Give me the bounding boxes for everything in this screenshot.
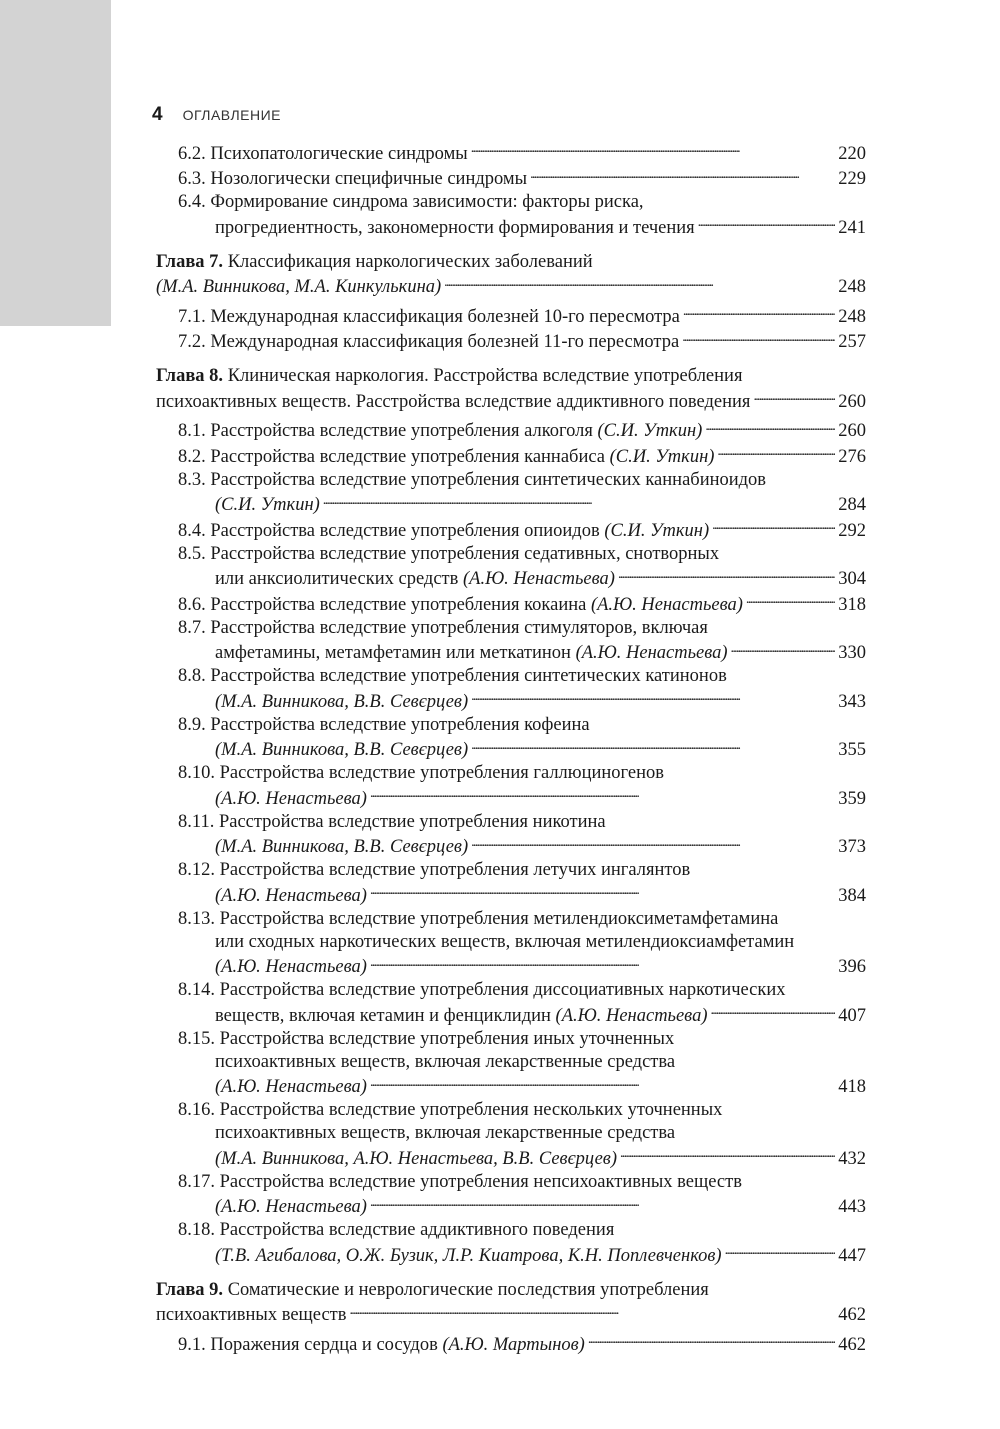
toc-entry[interactable] xyxy=(156,1331,866,1357)
toc-line xyxy=(178,979,866,1002)
chapter-heading[interactable] xyxy=(156,365,866,414)
page-ref: 343 xyxy=(838,691,866,712)
dot-leader xyxy=(682,329,835,348)
dot-leader xyxy=(717,443,835,462)
entry-text: 8.3. Расстройства вследствие употребления синтетических каннабиноидов xyxy=(178,469,767,490)
chapter-block xyxy=(156,251,866,355)
toc-entry[interactable] xyxy=(156,762,866,811)
toc-line xyxy=(178,954,866,980)
dot-leader xyxy=(323,492,835,511)
dot-leader xyxy=(370,785,835,804)
toc-line xyxy=(178,418,866,444)
chapter-heading[interactable] xyxy=(156,251,866,300)
toc-line xyxy=(178,166,866,192)
toc-line xyxy=(156,388,866,414)
entry-text: Соматические и неврологические последствия употребления xyxy=(227,1279,709,1300)
entry-text: 7.2. Международная классификация болезней 11-го пересмотра xyxy=(178,332,680,352)
dot-leader xyxy=(618,566,835,585)
toc-entry[interactable] xyxy=(156,517,866,543)
dot-leader xyxy=(711,1002,836,1021)
toc-line xyxy=(178,1242,866,1268)
toc-line xyxy=(178,640,866,666)
toc-line xyxy=(178,1219,866,1242)
entry-text: 8.10. Расстройства вследствие употребления галлюциногенов xyxy=(178,763,664,783)
chapter-block xyxy=(156,365,866,1268)
toc-line xyxy=(178,688,866,714)
subsection-list xyxy=(156,303,866,354)
dot-leader xyxy=(530,166,835,185)
chapter-block xyxy=(156,1279,866,1357)
page-ref: 257 xyxy=(838,332,866,352)
toc-line xyxy=(178,1002,866,1028)
entry-text: 8.4. Расстройства вследствие употребления опиоидов (С.И. Уткин) xyxy=(178,520,710,541)
toc-line xyxy=(178,517,866,543)
toc-entry[interactable] xyxy=(156,1219,866,1268)
toc-line xyxy=(178,1074,866,1100)
entry-text: (М.А. Винникова, В.В. Севєрцев) xyxy=(215,691,469,712)
entry-text: 8.8. Расстройства вследствие употребления синтетических катинонов xyxy=(178,666,727,686)
toc-line xyxy=(178,714,866,737)
page-ref: 462 xyxy=(838,1334,866,1355)
page-ref: 330 xyxy=(838,643,866,663)
dot-leader xyxy=(370,954,835,973)
entry-text: (М.А. Винникова, А.Ю. Ненастьева, В.В. Севєрцев) xyxy=(215,1148,617,1169)
chapter-label: Глава 9. xyxy=(156,1279,224,1300)
toc-line xyxy=(178,882,866,908)
page-ref: 396 xyxy=(838,957,866,977)
entry-text: 8.11. Расстройства вследствие употребления никотина xyxy=(178,811,606,832)
entry-text: (А.Ю. Ненастьева) xyxy=(215,1077,367,1097)
chapter-heading[interactable] xyxy=(156,1279,866,1328)
entry-text: психоактивных веществ. Расстройства вследствие аддиктивного поведения xyxy=(156,391,751,412)
subsection-list xyxy=(156,140,866,240)
entry-text: (Т.В. Агибалова, О.Ж. Бузик, Л.Р. Киатрова, К.Н. Поплевченков) xyxy=(215,1245,722,1266)
dot-leader xyxy=(753,388,835,407)
page-ref: 248 xyxy=(838,277,866,297)
toc-line xyxy=(178,1099,866,1122)
page-ref: 220 xyxy=(838,143,866,164)
margin-tab xyxy=(0,0,111,326)
toc-line xyxy=(178,492,866,518)
entry-text: (А.Ю. Ненастьева) xyxy=(215,788,367,809)
toc-line xyxy=(156,274,866,300)
page-ref: 248 xyxy=(838,306,866,327)
entry-text: Классификация наркологических заболеваний xyxy=(227,251,593,272)
entry-text: или анксиолитических средств (А.Ю. Ненастьева) xyxy=(215,569,615,589)
toc-entry[interactable] xyxy=(156,443,866,469)
toc-line xyxy=(178,1122,866,1145)
dot-leader xyxy=(731,640,836,659)
entry-text: 8.6. Расстройства вследствие употребления кокаина (А.Ю. Ненастьева) xyxy=(178,594,743,615)
entry-text: прогредиентность, закономерности формирования и течения xyxy=(215,217,695,238)
toc-line xyxy=(156,1279,866,1302)
toc-entry[interactable] xyxy=(156,591,866,617)
toc-line xyxy=(178,859,866,882)
page-ref: 432 xyxy=(838,1148,866,1169)
toc-line xyxy=(178,908,866,931)
dot-leader xyxy=(349,1302,835,1321)
page-ref: 241 xyxy=(838,217,866,238)
entry-text: (С.И. Уткин) xyxy=(215,495,320,515)
toc-line xyxy=(178,591,866,617)
dot-leader xyxy=(683,303,835,322)
running-title: ОГЛАВЛЕНИЕ xyxy=(182,107,282,123)
toc-line xyxy=(178,1145,866,1171)
page-ref: 418 xyxy=(838,1077,866,1097)
entry-text: 8.18. Расстройства вследствие аддиктивного поведения xyxy=(178,1220,615,1240)
toc-entry[interactable] xyxy=(156,665,866,714)
toc-entry[interactable] xyxy=(156,1099,866,1171)
entry-text: 8.5. Расстройства вследствие употребления седативных, снотворных xyxy=(178,543,720,564)
toc-line xyxy=(178,469,866,492)
dot-leader xyxy=(746,591,835,610)
chapter-label: Глава 7. xyxy=(156,251,224,272)
entry-text: 9.1. Поражения сердца и сосудов (А.Ю. Мартынов) xyxy=(178,1334,585,1355)
dot-leader xyxy=(370,1074,835,1093)
toc-entry[interactable] xyxy=(156,329,866,355)
dot-leader xyxy=(620,1145,835,1164)
dot-leader xyxy=(444,274,835,293)
toc-line xyxy=(178,811,866,834)
page-ref: 373 xyxy=(838,837,866,857)
dot-leader xyxy=(471,737,835,756)
subsection-list xyxy=(156,418,866,1268)
page-ref: 284 xyxy=(838,495,866,515)
running-head xyxy=(152,104,281,128)
toc-line xyxy=(178,214,866,240)
entry-text: 6.3. Нозологически специфичные синдромы xyxy=(178,169,528,189)
toc-entry[interactable] xyxy=(156,303,866,329)
toc-line xyxy=(178,785,866,811)
toc-line xyxy=(178,543,866,566)
toc-entry[interactable] xyxy=(156,979,866,1028)
entry-text: 8.7. Расстройства вследствие употребления стимуляторов, включая xyxy=(178,617,708,638)
entry-text: 6.2. Психопатологические синдромы xyxy=(178,143,468,164)
toc-line xyxy=(178,665,866,688)
page-ref: 318 xyxy=(838,594,866,615)
dot-leader xyxy=(471,140,836,159)
entry-text: веществ, включая кетамин и фенциклидин (А.Ю. Ненастьева) xyxy=(215,1005,708,1026)
toc-line xyxy=(156,365,866,388)
entry-text: 8.15. Расстройства вследствие употребления иных уточненных xyxy=(178,1028,675,1049)
toc-line xyxy=(178,1331,866,1357)
entry-text: психоактивных веществ xyxy=(156,1305,347,1325)
entry-text: 8.17. Расстройства вследствие употребления непсихоактивных веществ xyxy=(178,1171,742,1192)
page-ref: 384 xyxy=(838,885,866,906)
toc-line xyxy=(156,251,866,274)
page-ref: 304 xyxy=(838,569,866,589)
page-ref: 359 xyxy=(838,788,866,809)
entry-text: или сходных наркотических веществ, включая метилендиоксиамфетамин xyxy=(215,931,795,952)
dot-leader xyxy=(725,1242,836,1261)
toc-line xyxy=(178,1051,866,1074)
entry-text: 6.4. Формирование синдрома зависимости: факторы риска, xyxy=(178,192,644,212)
toc-line xyxy=(178,1194,866,1220)
section-block xyxy=(156,140,866,240)
entry-text: (А.Ю. Ненастьева) xyxy=(215,1197,367,1217)
entry-text: 8.9. Расстройства вследствие употребления кофеина xyxy=(178,714,590,735)
toc-line xyxy=(178,834,866,860)
toc-entry[interactable] xyxy=(156,714,866,763)
subsection-list xyxy=(156,1331,866,1357)
entry-text: (М.А. Винникова, В.В. Севєрцев) xyxy=(215,740,469,760)
toc-entry[interactable] xyxy=(156,859,866,908)
page-ref: 260 xyxy=(838,421,866,441)
entry-text: психоактивных веществ, включая лекарственные средства xyxy=(215,1123,676,1143)
entry-text: (М.А. Винникова, В.В. Севєрцев) xyxy=(215,837,469,857)
page-ref: 292 xyxy=(838,520,866,541)
dot-leader xyxy=(471,688,835,707)
toc-entry[interactable] xyxy=(156,418,866,444)
toc-entry[interactable] xyxy=(156,1171,866,1220)
toc-line xyxy=(178,191,866,214)
entry-text: 8.16. Расстройства вследствие употребления нескольких уточненных xyxy=(178,1100,723,1120)
entry-text: психоактивных веществ, включая лекарственные средства xyxy=(215,1051,676,1072)
page-number: 4 xyxy=(152,104,163,125)
toc-entry[interactable] xyxy=(156,166,866,192)
dot-leader xyxy=(705,418,835,437)
toc-line xyxy=(178,303,866,329)
toc-line xyxy=(178,737,866,763)
dot-leader xyxy=(471,834,835,853)
toc-line xyxy=(178,931,866,954)
chapter-label: Глава 8. xyxy=(156,366,224,386)
toc-entry[interactable] xyxy=(156,140,866,166)
page-ref: 355 xyxy=(838,740,866,760)
entry-text: амфетамины, метамфетамин или меткатинон (А.Ю. Ненастьева) xyxy=(215,643,728,663)
table-of-contents xyxy=(156,140,866,1357)
entry-text: 8.1. Расстройства вследствие употребления алкоголя (С.И. Уткин) xyxy=(178,421,703,441)
entry-text: 8.13. Расстройства вследствие употребления метилендиоксиметамфетамина xyxy=(178,908,779,929)
toc-line xyxy=(156,1302,866,1328)
entry-text: 8.14. Расстройства вследствие употребления диссоциативных наркотических xyxy=(178,980,786,1000)
page-ref: 462 xyxy=(838,1305,866,1325)
dot-leader xyxy=(588,1331,835,1350)
dot-leader xyxy=(370,1194,835,1213)
toc-line xyxy=(178,566,866,592)
toc-entry[interactable] xyxy=(156,617,866,666)
entry-text: (М.А. Винникова, М.А. Кинкулькина) xyxy=(156,277,442,297)
toc-line xyxy=(178,140,866,166)
page-ref: 443 xyxy=(838,1197,866,1217)
toc-line xyxy=(178,762,866,785)
entry-text: (А.Ю. Ненастьева) xyxy=(215,957,367,977)
toc-entry[interactable] xyxy=(156,811,866,860)
page-ref: 276 xyxy=(838,446,866,467)
entry-text: 8.2. Расстройства вследствие употребления каннабиса (С.И. Уткин) xyxy=(178,446,715,467)
toc-entry[interactable] xyxy=(156,191,866,240)
toc-line xyxy=(178,443,866,469)
toc-entry[interactable] xyxy=(156,469,866,518)
toc-line xyxy=(178,617,866,640)
page-ref: 407 xyxy=(838,1005,866,1026)
toc-entry[interactable] xyxy=(156,908,866,980)
dot-leader xyxy=(712,517,835,536)
toc-line xyxy=(178,1171,866,1194)
page-ref: 447 xyxy=(838,1245,866,1266)
entry-text: Клиническая наркология. Расстройства вследствие употребления xyxy=(227,366,743,386)
page-ref: 260 xyxy=(838,391,866,412)
dot-leader xyxy=(698,214,836,233)
page-ref: 229 xyxy=(838,169,866,189)
dot-leader xyxy=(370,882,835,901)
toc-line xyxy=(178,1028,866,1051)
entry-text: 7.1. Международная классификация болезней 10-го пересмотра xyxy=(178,306,680,327)
toc-line xyxy=(178,329,866,355)
entry-text: 8.12. Расстройства вследствие употребления летучих ингалянтов xyxy=(178,860,691,880)
entry-text: (А.Ю. Ненастьева) xyxy=(215,885,367,906)
toc-entry[interactable] xyxy=(156,543,866,592)
toc-entry[interactable] xyxy=(156,1028,866,1100)
